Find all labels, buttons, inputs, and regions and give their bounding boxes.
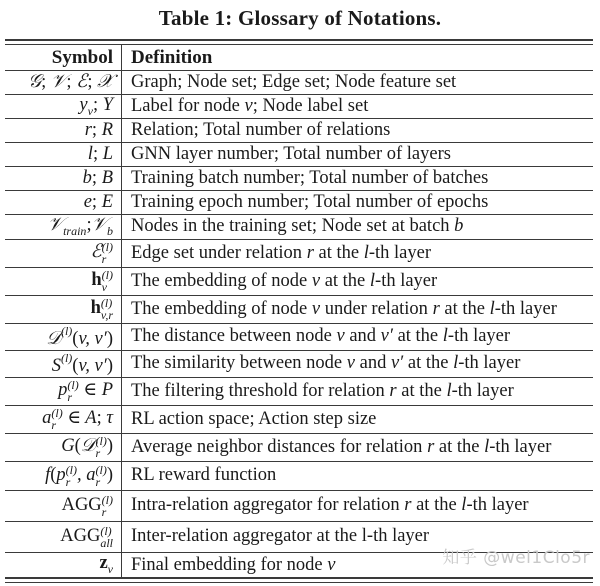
definition-cell: Inter-relation aggregator at the l-th layer xyxy=(131,526,430,547)
symbol-cell: b; B xyxy=(5,166,122,190)
table-row xyxy=(5,295,593,323)
symbol-cell: 𝒱$_{train}$;𝒱$_b$ xyxy=(5,214,122,239)
watermark: 知乎 @wel1Clo5r xyxy=(442,548,590,568)
definition-cell: The embedding of node v at the l-th layer xyxy=(131,270,438,291)
symbol-cell: $S^{(l)}(v$, v′) xyxy=(5,350,122,377)
symbol-cell: r; R xyxy=(5,118,122,142)
notation-table xyxy=(5,39,593,583)
symbol-cell: $y_v$; Y xyxy=(5,94,122,118)
table-row xyxy=(5,433,593,461)
bottom-rule-2 xyxy=(5,582,593,584)
table-row xyxy=(5,118,593,142)
definition-cell: Intra-relation aggregator for relation r at the l-th layer xyxy=(131,495,529,516)
definition-cell: The embedding of node v under relation r at the l-th layer xyxy=(131,298,557,319)
symbol-cell: $z_v$ xyxy=(5,552,122,577)
symbol-cell: h (l) v,r xyxy=(5,295,122,323)
symbol-cell: e; E xyxy=(5,190,122,214)
symbol-cell: h (l) v xyxy=(5,267,122,295)
definition-cell: Graph; Node set; Edge set; Node feature set xyxy=(131,71,457,92)
definition-cell: Relation; Total number of relations xyxy=(131,119,391,140)
table-row xyxy=(5,190,593,214)
table-row xyxy=(5,239,593,267)
definition-cell: Training batch number; Total number of batches xyxy=(131,167,489,188)
definition-cell: The similarity between node v and v′ at the l-th layer xyxy=(131,353,521,374)
table-row xyxy=(5,490,593,521)
symbol-cell: 𝒢; 𝒱; ℰ; 𝒳 xyxy=(5,70,122,94)
header-row xyxy=(5,45,593,70)
definition-cell: The distance between node v and v′ at the l-th layer xyxy=(131,326,511,347)
table-row xyxy=(5,94,593,118)
header-definition: Definition xyxy=(131,46,213,68)
bottom-rule xyxy=(5,577,593,579)
definition-cell: Average neighbor distances for relation r at the l-th layer xyxy=(131,436,552,457)
symbol-cell: G(𝒟 (l) r ) xyxy=(5,433,122,461)
symbol-cell: f(p (l) r , a (l) r ) xyxy=(5,461,122,490)
symbol-cell: p (l) r ∈ P xyxy=(5,377,122,405)
symbol-cell: AGG (l) all xyxy=(5,521,122,552)
definition-cell: The filtering threshold for relation r at the l-th layer xyxy=(131,380,514,401)
table-row xyxy=(5,142,593,166)
symbol-cell: 𝒟$^{(l)}$(v, v′) xyxy=(5,323,122,350)
definition-cell: Final embedding for node v xyxy=(131,554,336,575)
table-row xyxy=(5,350,593,377)
table-row xyxy=(5,461,593,490)
table-row xyxy=(5,214,593,239)
definition-cell: RL action space; Action step size xyxy=(131,408,377,429)
definition-cell: Nodes in the training set; Node set at batch b xyxy=(131,216,464,237)
definition-cell: Training epoch number; Total number of epochs xyxy=(131,191,489,212)
table-row xyxy=(5,166,593,190)
table-caption: Table 1: Glossary of Notations. xyxy=(158,6,442,30)
definition-cell: Label for node v; Node label set xyxy=(131,95,369,116)
symbol-cell: ℰ (l) r xyxy=(5,239,122,267)
symbol-cell: a (l) r ∈ A; τ xyxy=(5,405,122,433)
table-row xyxy=(5,377,593,405)
definition-cell: GNN layer number; Total number of layers xyxy=(131,143,451,164)
symbol-cell: AGG (l) r xyxy=(5,490,122,521)
table-row xyxy=(5,405,593,433)
table-row xyxy=(5,323,593,350)
table-row xyxy=(5,267,593,295)
top-rule xyxy=(5,39,593,41)
header-symbol: Symbol xyxy=(5,45,122,70)
definition-cell: Edge set under relation r at the l-th layer xyxy=(131,242,432,263)
table-row xyxy=(5,70,593,94)
definition-cell: RL reward function xyxy=(131,465,277,486)
symbol-cell: l; L xyxy=(5,142,122,166)
